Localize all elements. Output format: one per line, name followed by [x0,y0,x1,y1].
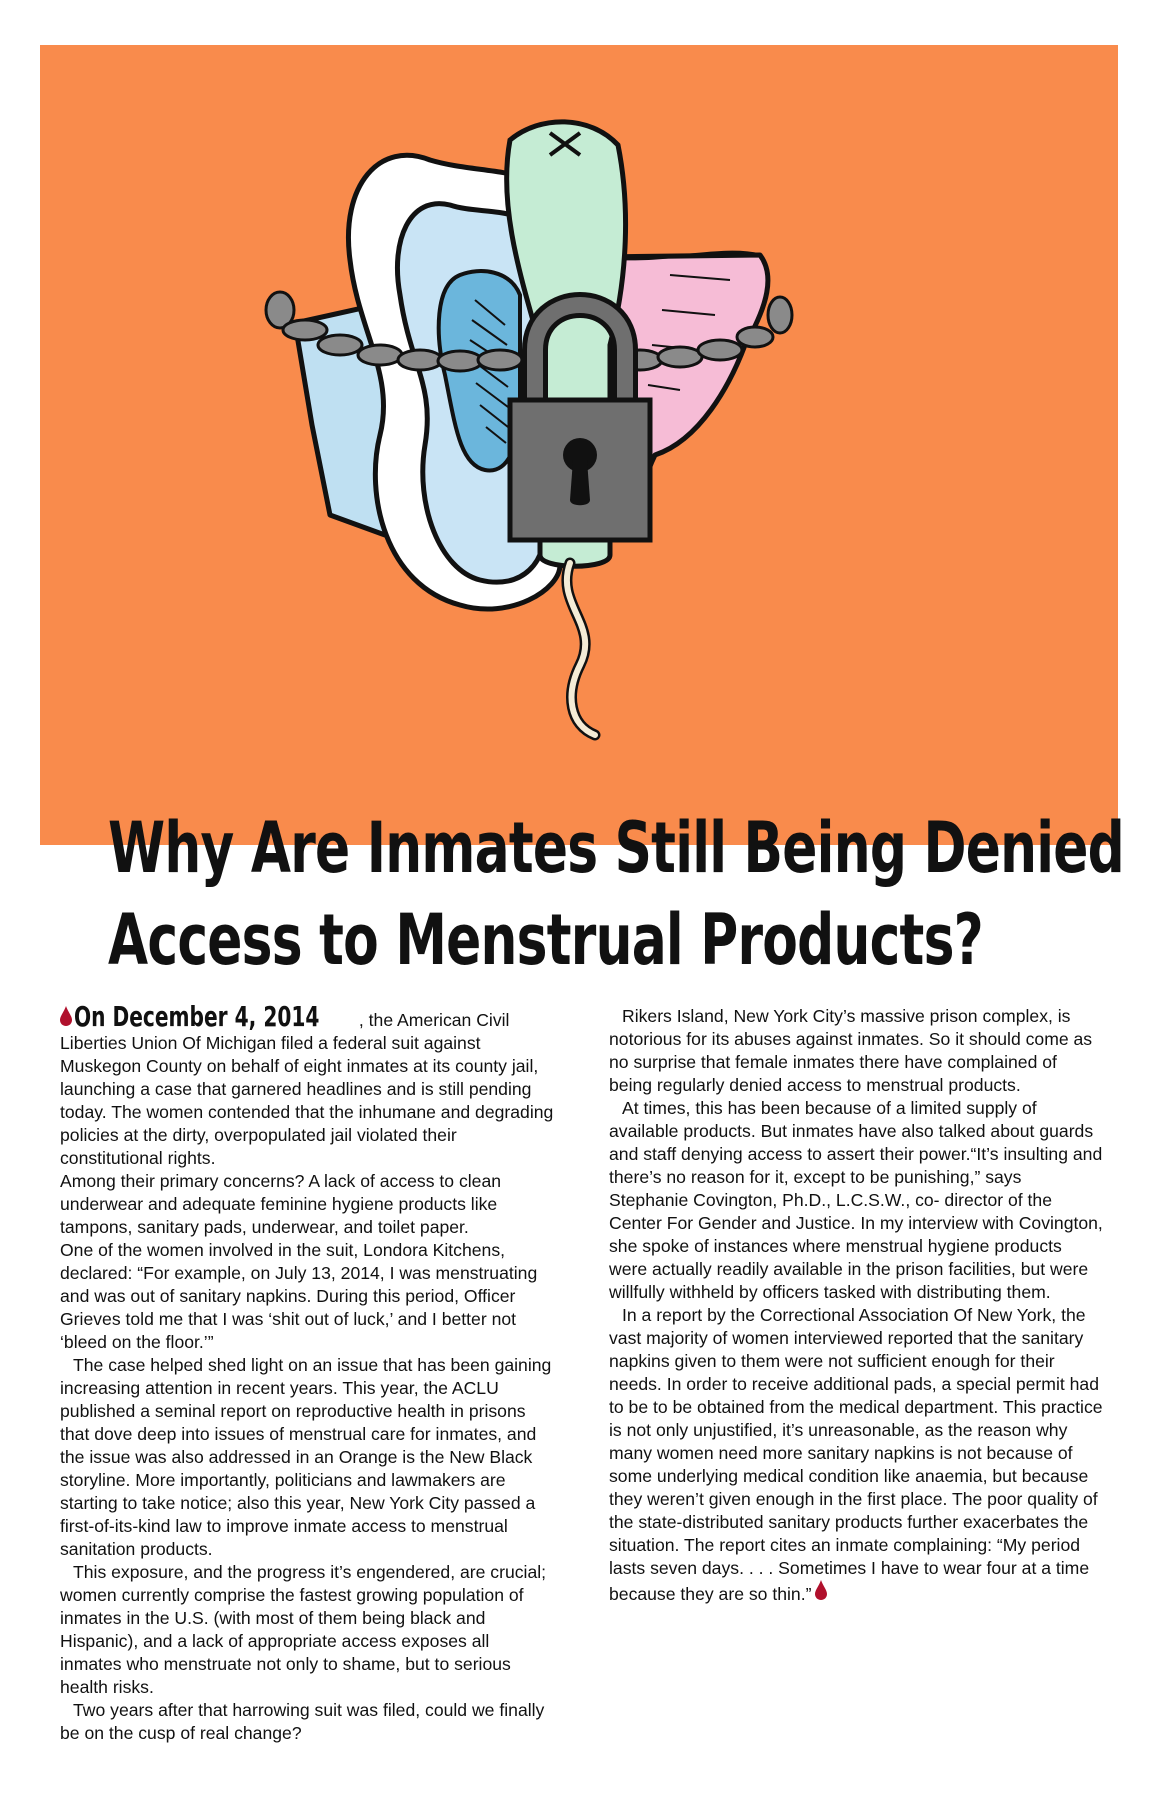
paragraph [60,1000,555,1170]
dateline: On December 4, 2014 [74,1000,320,1033]
paragraph [609,1304,1104,1606]
article-column-left [60,1000,555,1745]
paragraph: Among their primary concerns? A lack of access to clean underwear and adequate feminine hygiene products like tampons, sanitary pads, underwear, and toilet paper. [60,1171,502,1237]
hero-banner [40,45,1118,845]
paragraph: At times, this has been because of a limited supply of available products. But inmates have also talked about guards and staff denying access to assert their power.“It’s insulting and there’s no reason for it, except to be punishing,” says Stephanie Covington, Ph.D., L.C.S.W., co- director of the Center For Gender and Justice. In my interview with Covington, she spoke of instances where menstrual hygiene products were actually readily available in the prison facilities, but were willfully withheld by officers tasked with distributing them. [609,1098,1103,1302]
article-title [108,802,1125,986]
menstrual-products-padlock-illustration [40,45,1118,845]
paragraph: The case helped shed light on an issue that has been gaining increasing attention in recent years. This year, the ACLU published a seminal report on reproductive health in prisons that dove deep into issues of menstrual care for inmates, and the issue was also addressed in an Orange is the New Black storyline. More importantly, politicians and lawmakers are starting to take notice; also this year, New York City passed a first-of-its-kind law to improve inmate access to menstrual sanitation products. [60,1355,552,1559]
paragraph-text: , the American Civil Liberties Union Of Michigan filed a federal suit against Muskegon County on behalf of eight inmates at its county jail, launching a case that garnered headlines and is still pending today. The women contended that the inhumane and degrading policies at the dirty, overpopulated jail violated their constitutional rights. [60,1010,554,1168]
article-column-right [609,1005,1104,1606]
paragraph: Two years after that harrowing suit was filed, could we finally be on the cusp of real change? [60,1700,545,1743]
paragraph: Rikers Island, New York City’s massive prison complex, is notorious for its abuses against inmates. So it should come as no surprise that female inmates there have complained of being regularly denied access to menstrual products. [609,1006,1093,1095]
paragraph: One of the women involved in the suit, Londora Kitchens, declared: “For example, on July 13, 2014, I was menstruating and was out of sanitary napkins. During this period, Officer Grieves told me that I was ‘shit out of luck,’ and I better not ‘bleed on the floor.’” [60,1240,538,1352]
title-line-2: Access to Menstrual Products? [108,899,983,981]
paragraph: This exposure, and the progress it’s engendered, are crucial; women currently comprise the fastest growing population of inmates in the U.S. (with most of them being black and Hispanic), and a lack of appropriate access exposes all inmates who menstruate not only to shame, but to serious health risks. [60,1562,547,1697]
blood-drop-icon [60,1006,72,1026]
blood-drop-icon [815,1580,827,1600]
title-line-1: Why Are Inmates Still Being Denied [108,807,1125,889]
paragraph-text: In a report by the Correctional Association Of New York, the vast majority of women interviewed reported that the sanitary napkins given to them were not sufficient enough for their needs. In order to receive additional pads, a special permit had to be to be obtained from the medical department. This practice is not only unjustified, it’s unreasonable, as the reason why many women need more sanitary napkins is not because of some underlying medical condition like anaemia, but because they weren’t given enough in the first place. The poor quality of the state-distributed sanitary products further exacerbates the situation. The report cites an inmate complaining: “My period lasts seven days. . . . Sometimes I have to wear four at a time because they are so thin.” [609,1305,1103,1604]
